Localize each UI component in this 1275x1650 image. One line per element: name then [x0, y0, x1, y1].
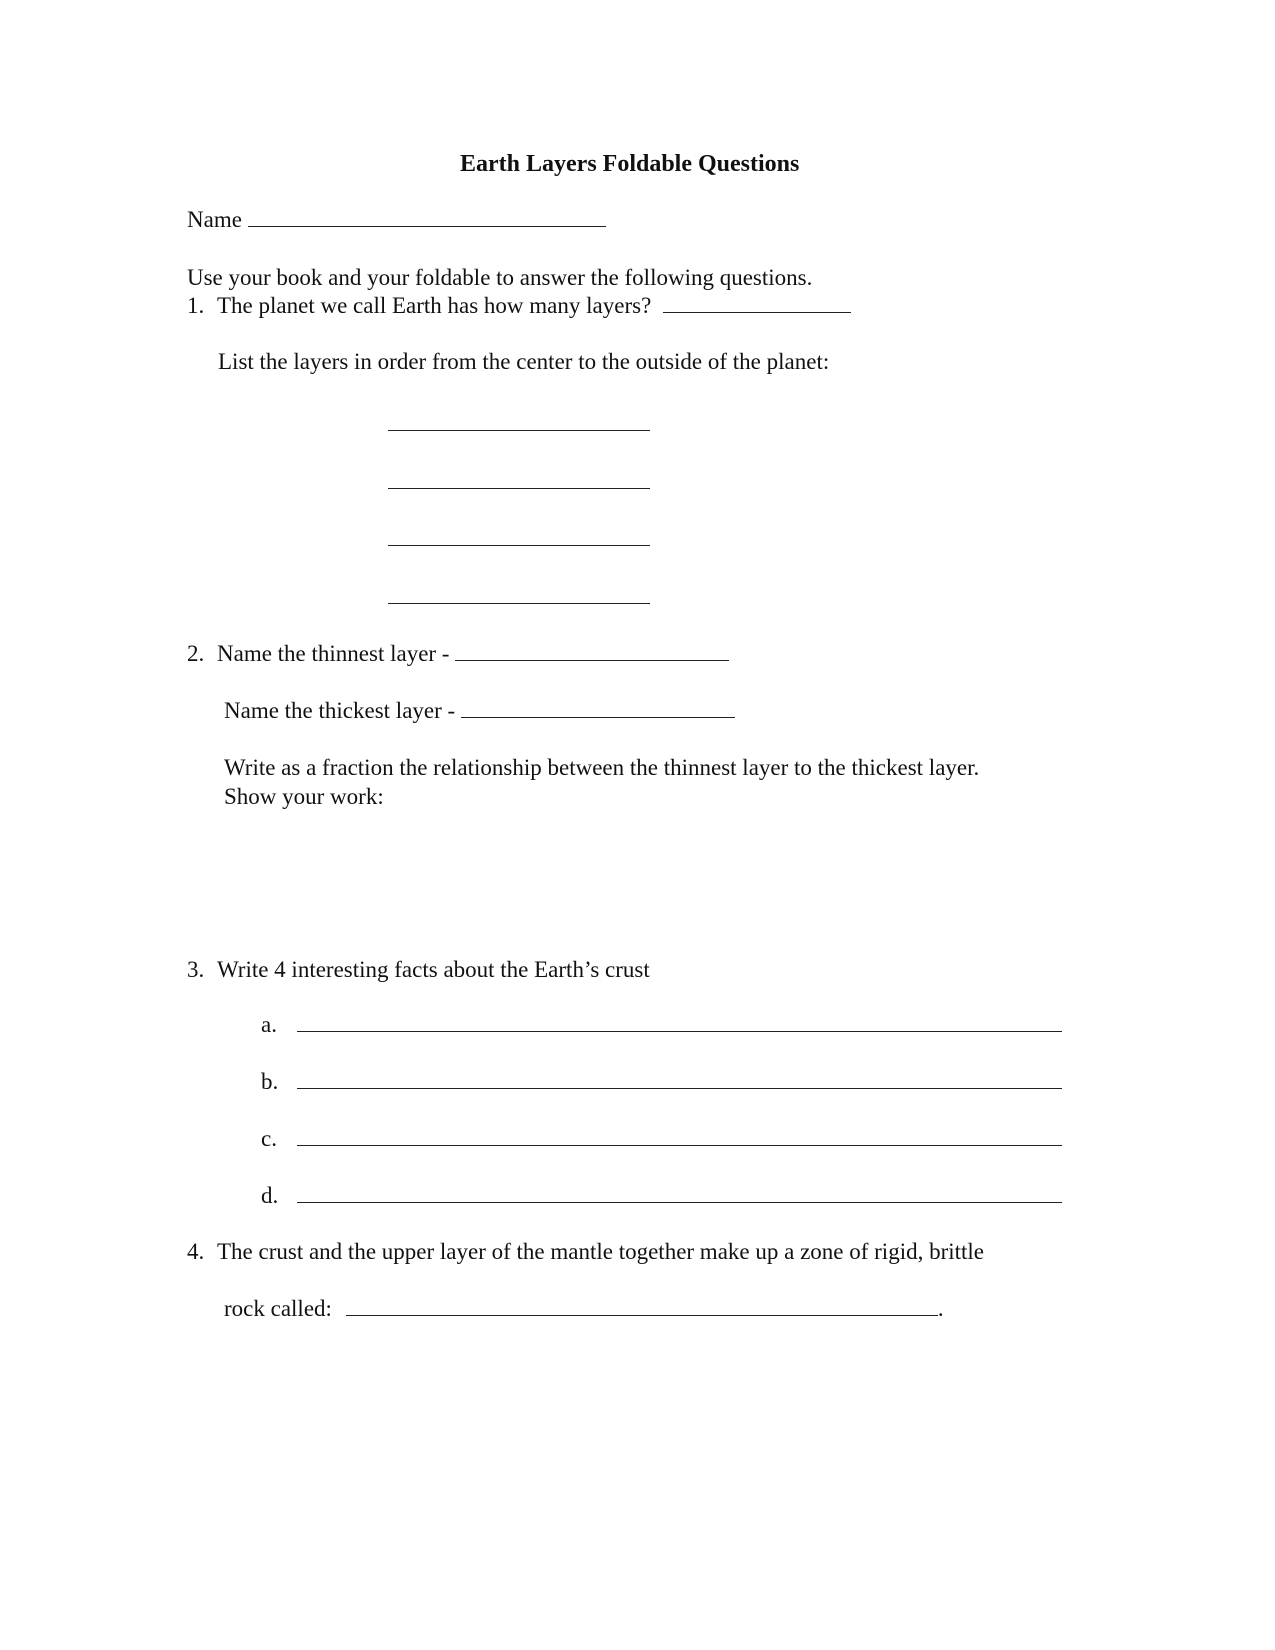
- layer-answer-line-4[interactable]: [388, 603, 650, 604]
- question-number: 3.: [187, 957, 205, 982]
- instructions-text: Use your book and your foldable to answer the following questions.: [187, 265, 813, 290]
- question-1: [187, 292, 851, 320]
- question-number: 1.: [187, 293, 205, 318]
- layer-answer-line-3[interactable]: [388, 545, 650, 546]
- fact-row-d: [261, 1182, 1062, 1210]
- question-text: Write 4 interesting facts about the Earth’s crust: [217, 957, 650, 982]
- question-number: 2.: [187, 641, 205, 666]
- rock-called-label: rock called:: [224, 1296, 332, 1321]
- fraction-prompt: Write as a fraction the relationship between the thinnest layer to the thickest layer.: [224, 755, 980, 780]
- rock-called-blank[interactable]: [346, 1314, 938, 1316]
- layer-answer-line-2[interactable]: [388, 488, 650, 489]
- question-text: The crust and the upper layer of the mantle together make up a zone of rigid, brittle: [217, 1239, 985, 1264]
- fact-letter: c.: [261, 1126, 277, 1151]
- thinnest-layer-blank[interactable]: [455, 659, 729, 661]
- thickest-layer-row: [224, 697, 735, 725]
- show-work-label: Show your work:: [224, 784, 384, 809]
- fact-row-a: [261, 1011, 1062, 1039]
- list-layers-prompt: List the layers in order from the center to the outside of the planet:: [218, 349, 830, 374]
- name-field[interactable]: [187, 206, 606, 234]
- thickest-layer-blank[interactable]: [461, 716, 735, 718]
- question-2: [187, 640, 729, 668]
- fact-letter: d.: [261, 1183, 279, 1208]
- fact-letter: b.: [261, 1069, 279, 1094]
- question-4: [187, 1238, 984, 1266]
- question-3: [187, 956, 650, 984]
- rock-called-row: [224, 1295, 944, 1323]
- question-text: The planet we call Earth has how many layers?: [217, 293, 652, 318]
- question-number: 4.: [187, 1239, 205, 1264]
- fact-row-c: [261, 1125, 1062, 1153]
- name-blank[interactable]: [248, 225, 606, 227]
- fact-answer-line[interactable]: [297, 1144, 1062, 1146]
- fact-answer-line[interactable]: [297, 1087, 1062, 1089]
- name-label: Name: [187, 207, 242, 232]
- layer-answer-line-1[interactable]: [388, 430, 650, 431]
- fact-answer-line[interactable]: [297, 1201, 1062, 1203]
- thinnest-layer-label: Name the thinnest layer -: [217, 641, 450, 666]
- layers-count-blank[interactable]: [663, 311, 851, 313]
- thickest-layer-label: Name the thickest layer -: [224, 698, 456, 723]
- period: .: [937, 1296, 944, 1321]
- worksheet-title: Earth Layers Foldable Questions: [460, 151, 800, 177]
- fact-row-b: [261, 1068, 1062, 1096]
- fact-letter: a.: [261, 1012, 277, 1037]
- fact-answer-line[interactable]: [297, 1030, 1062, 1032]
